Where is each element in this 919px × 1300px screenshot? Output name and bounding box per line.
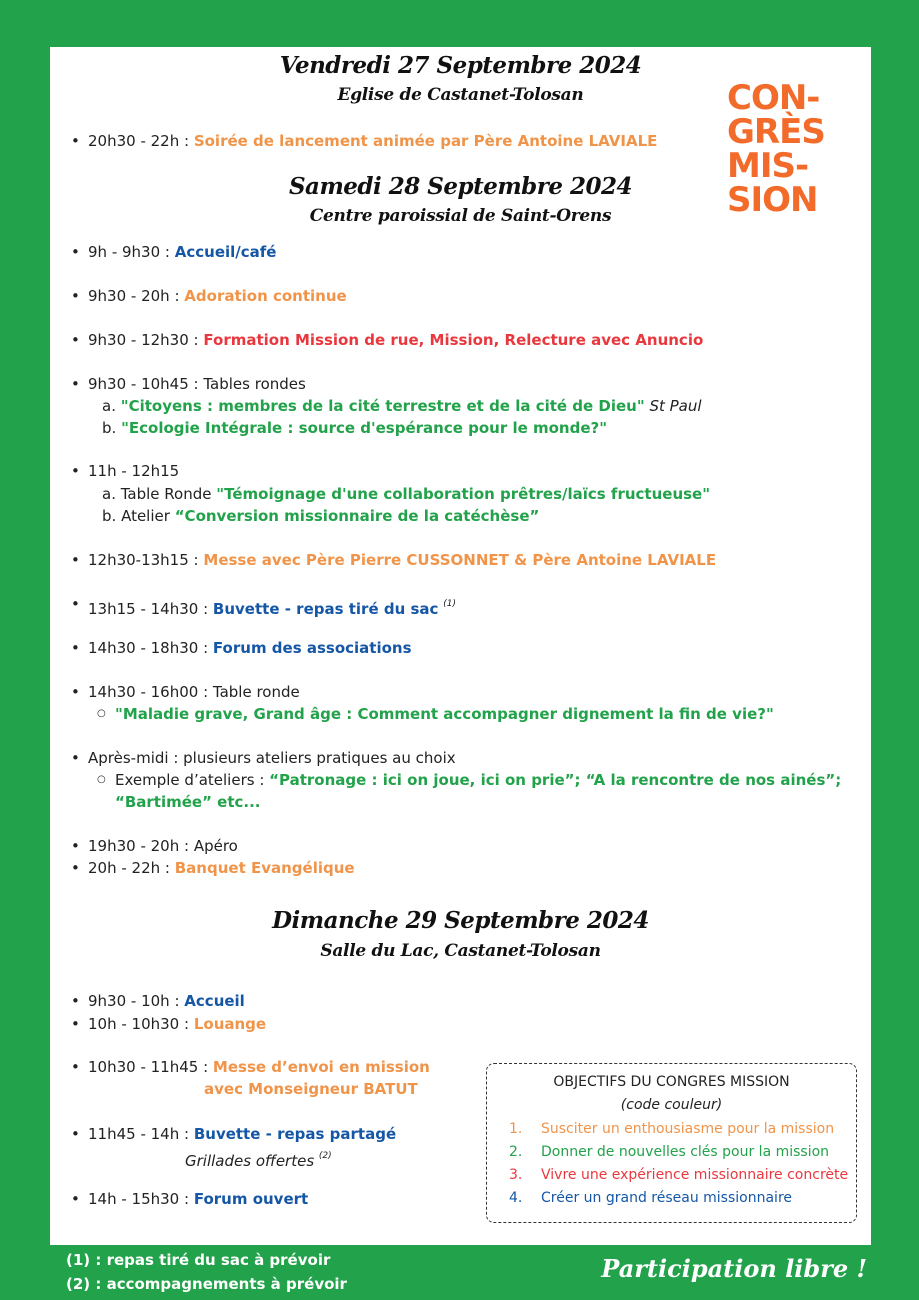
objective-label: Vivre une expérience missionnaire concrète [541,1167,849,1183]
sat-tables-b [102,418,607,438]
objective-num: 1. [509,1121,523,1137]
sat-late-b [102,506,539,526]
sat-buvette [88,594,456,619]
item-label: Buvette - repas tiré du sac [212,600,439,618]
sat-table-ronde-sub [115,703,774,725]
sat-apero [88,836,238,856]
sub-label: "Citoyens : membres de la cité terrestre et de la cité de Dieu" [120,397,645,415]
item-label: Accueil/café [174,243,277,261]
item-time: Après-midi : plusieurs ateliers pratiques au choix [88,749,456,767]
sub-label: “Patronage : ici on joue, ici on prie”; “A la rencontre de nos ainés”; [269,771,842,789]
sun-messe-cont [204,1079,418,1099]
item-time: 9h30 - 20h : [88,287,180,305]
sat-apres-midi [88,748,456,768]
footnote-1: (1) : repas tiré du sac à prévoir [66,1251,331,1269]
sat-tables-a [102,396,702,416]
friday-location: Eglise de Castanet-Tolosan [337,85,584,105]
item-time: 9h - 9h30 : [88,243,170,261]
sat-accueil [88,242,276,262]
item-time: 14h30 - 16h00 : Table ronde [88,683,300,701]
item-label: Banquet Evangélique [174,859,355,877]
objectives-box [486,1063,857,1223]
sub-label: "Ecologie Intégrale : source d'espérance pour le monde?" [121,419,608,437]
program-sheet [50,47,871,1245]
item-time: 9h30 - 10h : [88,992,180,1010]
sun-forum [88,1189,308,1209]
sun-messe [88,1057,430,1077]
item-time: 20h - 22h : [88,859,170,877]
sun-buvette [88,1124,396,1144]
sub-note: St Paul [649,397,702,415]
sat-messe [88,550,716,570]
sat-adoration [88,286,347,306]
objectives-title: OBJECTIFS DU CONGRES MISSION [553,1074,790,1090]
item-time: 10h - 10h30 : [88,1015,190,1033]
item-label: Forum ouvert [193,1190,309,1208]
sun-buvette-sub [185,1146,332,1171]
item-label: Louange [193,1015,267,1033]
item-label: Accueil [184,992,245,1010]
sat-banquet [88,858,355,878]
sub-label: Grillades offertes [185,1152,315,1170]
logo-line-4: SION [727,180,818,220]
sub-marker: b. [102,507,117,525]
item-time: 9h30 - 10h45 : Tables rondes [88,375,306,393]
sun-accueil [88,991,245,1011]
item-time: 14h30 - 18h30 : [88,639,209,657]
sat-late-a [102,484,710,504]
objective-item [509,1190,792,1206]
sat-tables-rondes [88,374,306,394]
logo-line-3: MIS- [727,146,809,186]
sat-formation [88,330,703,350]
item-label: Forum des associations [212,639,412,657]
item-label: Soirée de lancement animée par Père Antoine LAVIALE [193,132,658,150]
objective-num: 3. [509,1167,523,1183]
friday-title: Vendredi 27 Septembre 2024 [279,52,642,79]
objective-label: Susciter un enthousiasme pour la mission [541,1121,835,1137]
sub-label: "Témoignage d'une collaboration prêtres/laïcs fructueuse" [216,485,711,503]
objectives-subtitle: (code couleur) [620,1097,723,1113]
item-label: Adoration continue [184,287,347,305]
sub-marker: a. [102,397,116,415]
sub-prefix: Atelier [121,507,170,525]
footnote-ref: (2) [318,1151,332,1161]
item-label: Messe d’envoi en mission [212,1058,430,1076]
item-time: 20h30 - 22h : [88,132,190,150]
objective-item [509,1121,834,1137]
item-time: 14h - 15h30 : [88,1190,190,1208]
item-time: 11h - 12h15 [88,462,180,480]
sub-prefix: Exemple d’ateliers : [115,771,265,789]
item-label: avec Monseigneur BATUT [204,1080,418,1098]
sunday-title: Dimanche 29 Septembre 2024 [272,907,649,934]
sunday-location: Salle du Lac, Castanet-Tolosan [320,941,601,961]
sat-ateliers-example-cont [115,791,261,813]
logo-line-1: CON- [727,78,820,118]
saturday-location: Centre paroissial de Saint-Orens [309,206,612,226]
item-time: 9h30 - 12h30 : [88,331,199,349]
item-time: 19h30 - 20h : Apéro [88,837,238,855]
objective-label: Donner de nouvelles clés pour la mission [541,1144,830,1160]
objective-num: 2. [509,1144,523,1160]
sub-prefix: Table Ronde [120,485,212,503]
friday-item [88,131,657,151]
sub-label: “Bartimée” etc... [115,793,261,811]
objective-item [509,1144,829,1160]
sub-marker: b. [102,419,117,437]
sun-louange [88,1014,266,1034]
objective-item [509,1167,848,1183]
objective-num: 4. [509,1190,523,1206]
objective-label: Créer un grand réseau missionnaire [541,1190,793,1206]
item-time: 13h15 - 14h30 : [88,600,209,618]
sub-label: "Maladie grave, Grand âge : Comment accompagner dignement la fin de vie?" [115,705,774,723]
sat-late-morning [88,461,179,481]
sub-label: “Conversion missionnaire de la catéchèse” [174,507,540,525]
participation-libre: Participation libre ! [601,1254,867,1283]
item-label: Messe avec Père Pierre CUSSONNET & Père Antoine LAVIALE [203,551,717,569]
footnote-ref: (1) [443,599,456,609]
sub-marker: a. [102,485,116,503]
item-label: Formation Mission de rue, Mission, Relecture avec Anuncio [203,331,704,349]
item-label: Buvette - repas partagé [193,1125,397,1143]
item-time: 12h30-13h15 : [88,551,199,569]
item-time: 10h30 - 11h45 : [88,1058,209,1076]
saturday-title: Samedi 28 Septembre 2024 [288,173,633,200]
logo-line-2: GRÈS [727,112,825,152]
sat-forum [88,638,412,658]
item-time: 11h45 - 14h : [88,1125,190,1143]
sat-table-ronde [88,682,300,702]
footnote-2: (2) : accompagnements à prévoir [66,1275,347,1293]
sat-ateliers-example [115,769,841,791]
